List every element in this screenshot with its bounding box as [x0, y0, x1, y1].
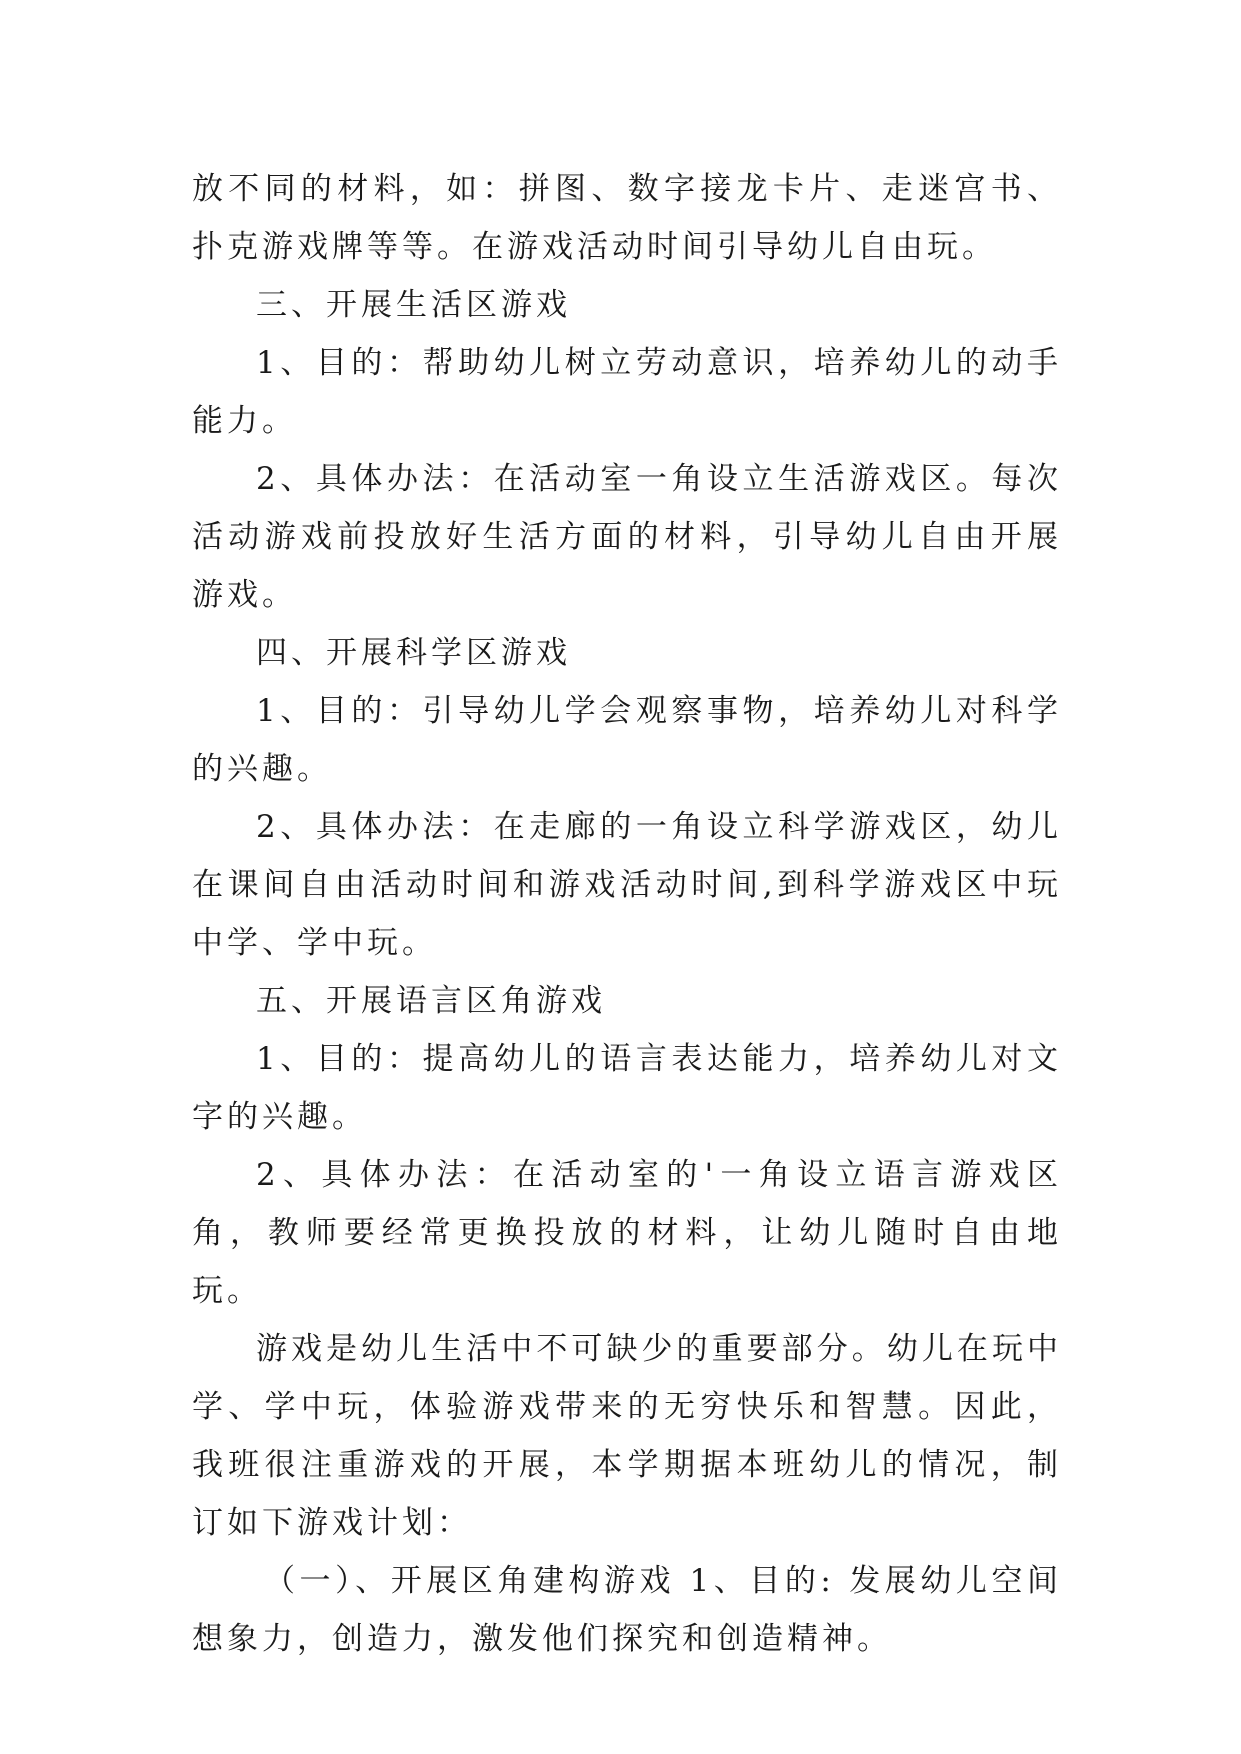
paragraph-continuation: 放不同的材料，如：拼图、数字接龙卡片、走迷宫书、扑克游戏牌等等。在游戏活动时间引导幼儿自由玩。 — [192, 171, 1062, 265]
paragraph-construction-game: （一）、开展区角建构游戏 1、目的: 发展幼儿空间想象力，创造力，激发他们探究和创造精神。 — [192, 1563, 1062, 1657]
section-heading-language-area: 五、开展语言区角游戏 — [256, 983, 606, 1019]
paragraph-life-purpose: 1、目的：帮助幼儿树立劳动意识，培养幼儿的动手能力。 — [192, 345, 1062, 439]
paragraph-science-purpose: 1、目的：引导幼儿学会观察事物，培养幼儿对科学的兴趣。 — [192, 693, 1062, 787]
paragraph-life-method: 2、具体办法：在活动室一角设立生活游戏区。每次活动游戏前投放好生活方面的材料，引导幼儿自由开展游戏。 — [192, 461, 1062, 613]
section-heading-science-area: 四、开展科学区游戏 — [256, 635, 571, 671]
paragraph-language-method: 2、具体办法：在活动室的'一角设立语言游戏区角，教师要经常更换投放的材料，让幼儿随时自由地玩。 — [192, 1157, 1062, 1309]
section-heading-life-area: 三、开展生活区游戏 — [256, 287, 571, 323]
document-body — [192, 160, 1062, 1668]
paragraph-science-method: 2、具体办法：在走廊的一角设立科学游戏区，幼儿在课间自由活动时间和游戏活动时间,到科学游戏区中玩中学、学中玩。 — [192, 809, 1062, 961]
paragraph-language-purpose: 1、目的：提高幼儿的语言表达能力，培养幼儿对文字的兴趣。 — [192, 1041, 1062, 1135]
paragraph-introduction: 游戏是幼儿生活中不可缺少的重要部分。幼儿在玩中学、学中玩，体验游戏带来的无穷快乐和智慧。因此，我班很注重游戏的开展，本学期据本班幼儿的情况，制订如下游戏计划： — [192, 1331, 1062, 1541]
